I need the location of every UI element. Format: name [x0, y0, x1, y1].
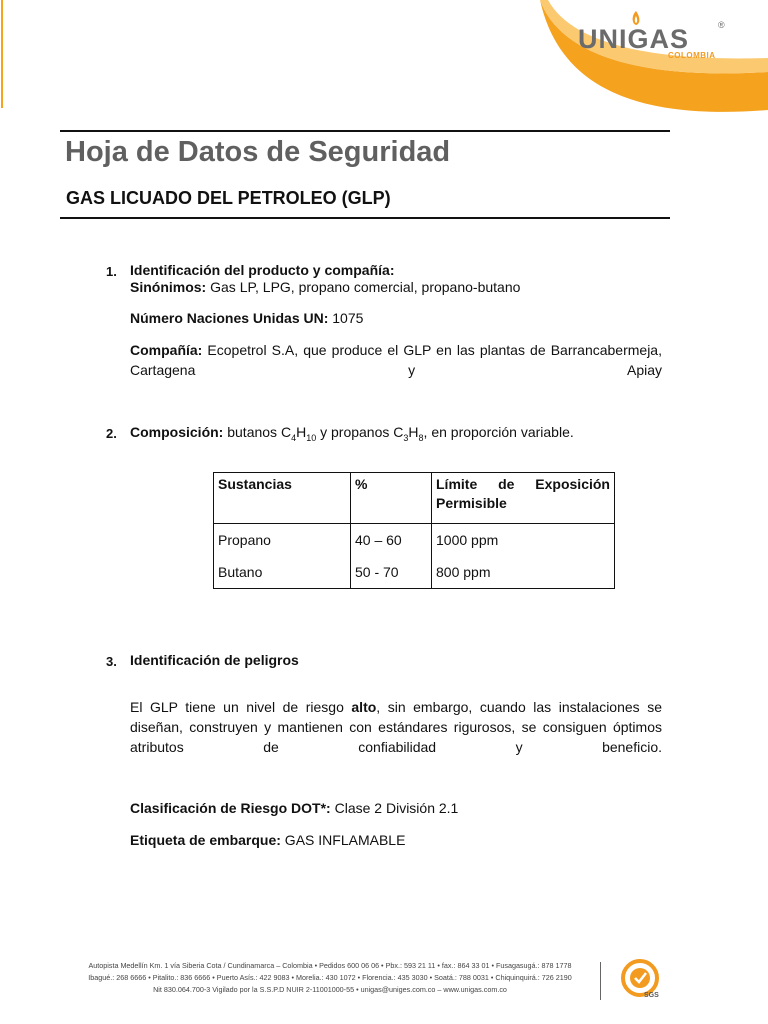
header-limit-word: Exposición — [535, 476, 610, 492]
synonyms-label: Sinónimos: — [130, 279, 207, 295]
dot-line — [130, 798, 458, 818]
cell-substance — [214, 524, 351, 589]
subscript: 3 — [403, 432, 409, 443]
hazard-text: , sin embargo, cuando las instalaciones se diseñan, construyen y mantienen con estándares rigurosos, se consiguen óptimos atributos de confiabilidad y beneficio. — [130, 699, 662, 755]
footer-line: Nit 830.064.700-3 Vigilado por la S.S.P.D NUIR 2-11001000-55 • unigas@uniges.com.co – www.unigas.com.co — [153, 985, 507, 994]
unigas-logo — [578, 10, 728, 60]
company-label: Compañía: — [130, 342, 203, 358]
cell-text: 50 - 70 — [355, 564, 399, 580]
section2-number: 2. — [106, 426, 117, 441]
hazard-bold: alto — [351, 699, 377, 715]
table-header-row — [214, 473, 615, 524]
composition-text: y propanos C — [316, 424, 404, 440]
section3-number: 3. — [106, 654, 117, 669]
substances-table — [213, 472, 615, 589]
dot-value: Clase 2 División 2.1 — [330, 800, 459, 816]
composition-text: butanos C — [223, 424, 292, 440]
footer-divider — [600, 962, 601, 1000]
section3-heading: Identificación de peligros — [130, 652, 299, 668]
subscript: 10 — [306, 432, 317, 443]
un-number-line — [130, 308, 363, 328]
composition-text: H — [296, 424, 307, 440]
logo-registered: ® — [718, 20, 725, 30]
header-limit-word: de — [498, 476, 515, 492]
shipping-label: Etiqueta de embarque: — [130, 832, 281, 848]
cell-text: 1000 ppm — [436, 532, 499, 548]
shipping-label-line — [130, 830, 405, 850]
footer-address — [70, 960, 590, 996]
cell-text: 800 ppm — [436, 564, 491, 580]
composition-line — [130, 422, 574, 448]
header-limit-word: Permisible — [436, 495, 507, 511]
hazard-text: El GLP tiene un nivel de riesgo — [130, 699, 352, 715]
company-paragraph — [130, 340, 662, 400]
dot-label: Clasificación de Riesgo DOT*: — [130, 800, 331, 816]
header-limit — [432, 473, 615, 524]
certification-seal-icon — [618, 958, 668, 1004]
subscript: 4 — [291, 432, 297, 443]
shipping-value: GAS INFLAMABLE — [280, 832, 406, 848]
logo-country: COLOMBIA — [668, 51, 716, 60]
header-percent: % — [351, 473, 432, 524]
composition-text: , en proporción variable. — [423, 424, 574, 440]
composition-label: Composición: — [130, 424, 224, 440]
logo-wordmark: UNIGAS — [578, 24, 690, 54]
section1-heading: Identificación del producto y compañía: — [130, 262, 395, 278]
section1-number: 1. — [106, 264, 117, 279]
composition-text: H — [408, 424, 419, 440]
un-value: 1075 — [328, 310, 364, 326]
page-title: Hoja de Datos de Seguridad — [65, 136, 451, 168]
header-limit-word: Límite — [436, 476, 478, 492]
table-row — [214, 524, 615, 589]
footer-line: Ibagué.: 268 6666 • Pitalito.: 836 6666 • Puerto Asís.: 422 9083 • Morelia.: 430 1072 • Florencia.: 435 3030 • Soatá.: 788 0031 • Chiquinquirá.: 726 2190 — [88, 973, 572, 982]
footer-line: Autopista Medellín Km. 1 vía Siberia Cota / Cundinamarca – Colombia • Pedidos 600 06 06 • Pbx.: 593 21 11 • fax.: 864 33 01 • Fusagasugá.: 878 1778 — [88, 961, 572, 970]
seal-text: SGS — [644, 992, 659, 999]
title-rule — [60, 217, 670, 219]
header-substance: Sustancias — [214, 473, 351, 524]
cell-limit — [432, 524, 615, 589]
cell-text: Butano — [218, 564, 263, 580]
synonyms-line — [130, 277, 520, 297]
synonyms-value: Gas LP, LPG, propano comercial, propano-butano — [206, 279, 521, 295]
cell-text: 40 – 60 — [355, 532, 402, 548]
page-subtitle: GAS LICUADO DEL PETROLEO (GLP) — [66, 188, 391, 208]
un-label: Número Naciones Unidas UN: — [130, 310, 329, 326]
hazard-paragraph — [130, 697, 662, 777]
top-rule — [60, 130, 670, 132]
cell-percent — [351, 524, 432, 589]
subscript: 8 — [418, 432, 424, 443]
company-value: Ecopetrol S.A, que produce el GLP en las plantas de Barrancabermeja, Cartagena y Apiay — [130, 342, 662, 378]
cell-text: Propano — [218, 532, 271, 548]
sgs-seal — [618, 958, 668, 1009]
